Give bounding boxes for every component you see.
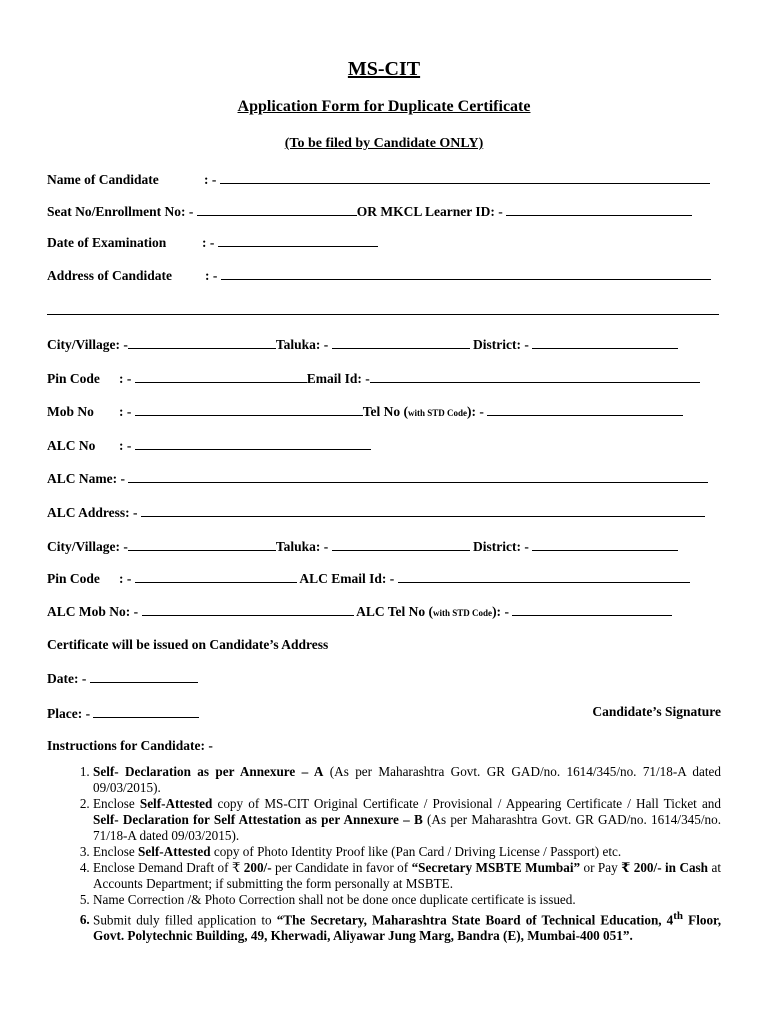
instruction-text: Self-Attested [139,796,213,811]
instruction-text: “Secretary MSBTE Mumbai” [411,860,581,875]
dash: - [389,571,395,586]
instruction-item [93,796,721,844]
alc-district-field[interactable] [532,538,678,551]
city-village-label: City/Village: [47,539,120,554]
row-pin-email [47,370,700,387]
row-place [47,705,199,722]
dash: - [524,539,529,554]
separator: : - [119,571,132,586]
row-alc-address [47,504,705,521]
dash: - [498,204,503,219]
pin-code-label: Pin Code [47,371,100,386]
instruction-text: th [673,910,684,922]
seat-no-label: Seat No/Enrollment No: [47,204,186,219]
district-label: District: [473,539,521,554]
instruction-text: Submit duly filled application to [93,912,277,928]
instructions-list [47,764,721,944]
alc-name-label: ALC Name: [47,471,118,486]
row-candidate-city [47,336,678,353]
alc-mob-no-label: ALC Mob No: [47,604,131,619]
alc-taluka-field[interactable] [332,538,470,551]
dash: - [504,604,509,619]
taluka-label: Taluka: [275,539,321,554]
separator: : - [202,235,215,250]
address-field-line-2[interactable] [47,302,719,315]
alc-name-field[interactable] [128,470,708,483]
date-of-examination-label: Date of Examination [47,235,167,250]
instruction-item [93,892,721,908]
instruction-text: (As per Maharashtra Govt. GR GAD/no. 1614/345/no. 71/18-A dated 09/03/2015). [93,812,721,843]
instruction-text: Enclose [93,796,140,811]
address-field[interactable] [221,267,711,280]
instruction-item [93,764,721,796]
instruction-text: Self- Declaration as per Annexure – A [93,764,324,779]
instruction-text: at Accounts Department; if submitting the form personally at MSBTE. [93,860,721,891]
row-alc-city [47,538,678,555]
instruction-item [93,860,721,892]
instructions-heading: Instructions for Candidate: - [47,738,213,753]
dash: - [524,337,529,352]
instruction-text: Enclose Demand Draft of ₹ [93,860,244,875]
separator: : - [119,371,132,386]
dash: - [123,539,128,554]
alc-mob-no-field[interactable] [142,603,354,616]
row-seat-no [47,203,692,220]
dash: - [323,539,329,554]
name-of-candidate-field[interactable] [220,171,710,184]
name-of-candidate-label: Name of Candidate [47,172,159,187]
email-id-field[interactable] [370,370,700,383]
alc-address-field[interactable] [141,504,705,517]
place-field[interactable] [93,705,199,718]
mkcl-learner-id-label: OR MKCL Learner ID: [356,204,495,219]
alc-email-id-field[interactable] [398,570,690,583]
seat-no-field[interactable] [197,203,357,216]
separator: : - [205,268,218,283]
instruction-item [93,844,721,860]
address-label: Address of Candidate [47,268,173,283]
separator: : - [119,438,132,453]
separator: : - [119,404,132,419]
instruction-text: Self-Attested [138,844,211,859]
row-mob-tel: Mob No : - Tel No (with STD Code): - [47,403,683,420]
city-village-field[interactable] [128,336,276,349]
alc-tel-no-label: ALC Tel No [356,604,426,619]
pin-code-label: Pin Code [47,571,100,586]
date-of-examination-field[interactable] [218,234,378,247]
row-alc-mob-tel: ALC Mob No: - ALC Tel No (with STD Code): - [47,603,672,620]
instruction-text: Name Correction /& Photo Correction shall not be done once duplicate certificate is issued. [93,892,576,907]
mob-no-field[interactable] [135,403,363,416]
pin-code-field[interactable] [135,370,307,383]
date-label: Date: [47,671,79,686]
instruction-text: (As per Maharashtra Govt. GR GAD/no. 1614/345/no. 71/18-A dated 09/03/2015). [93,764,721,795]
alc-no-label: ALC No [47,438,96,453]
taluka-field[interactable] [332,336,470,349]
instruction-text: Enclose [93,844,139,859]
form-title: MS-CIT [347,58,421,80]
alc-address-label: ALC Address: [47,505,130,520]
instruction-text: ₹ 200/- in Cash [621,860,709,875]
row-date-of-examination [47,234,378,251]
dash: - [479,404,484,419]
row-alc-no [47,437,371,454]
email-id-label: Email Id: [306,371,362,386]
dash: - [123,337,128,352]
dash: - [323,337,329,352]
place-label: Place: [47,706,83,721]
dash: - [81,671,87,686]
taluka-label: Taluka: [275,337,321,352]
dash: - [120,471,125,486]
dash: - [188,204,194,219]
instruction-text: per Candidate in favor of [271,860,412,875]
candidate-signature-label: Candidate’s Signature [592,704,721,719]
dash: - [133,505,138,520]
instruction-item [93,908,721,944]
row-address [47,267,711,284]
separator: : - [204,172,217,187]
instruction-text: copy of Photo Identity Proof like (Pan Card / Driving License / Passport) etc. [210,844,622,859]
dash: - [85,706,91,721]
row-alc-name [47,470,708,487]
district-label: District: [473,337,521,352]
alc-no-field[interactable] [135,437,371,450]
instruction-text: copy of MS-CIT Original Certificate / Provisional / Appearing Certificate / Hall Ticket and [212,796,721,811]
tel-no-field[interactable] [487,403,683,416]
row-address-line-2 [47,302,719,319]
district-field[interactable] [532,336,678,349]
alc-tel-no-field[interactable] [512,603,672,616]
instruction-text: Self- Declaration for Self Attestation as per Annexure – B [93,812,423,827]
city-village-label: City/Village: [47,337,120,352]
with-std-code: with STD Code [408,408,468,418]
mob-no-label: Mob No [47,404,94,419]
instruction-text: Floor, Govt. Polytechnic Building, 49, Kherwadi, Aliyawar Jung Marg, Bandra (E), Mumbai-400 051” [93,912,721,944]
alc-city-village-field[interactable] [128,538,276,551]
alc-email-id-label: ALC Email Id: [299,571,387,586]
alc-pin-code-field[interactable] [135,570,297,583]
instruction-text: . [629,928,633,944]
mkcl-learner-id-field[interactable] [506,203,692,216]
row-alc-pin-email [47,570,690,587]
dash: - [133,604,139,619]
instruction-text: or Pay [580,860,622,875]
form-subtitle: Application Form for Duplicate Certificate [237,98,531,115]
tel-no-label: Tel No [362,404,401,419]
instruction-text: “The Secretary, Maharashtra State Board of Technical Education, 4 [276,912,674,928]
row-date [47,670,198,687]
certificate-address-note: Certificate will be issued on Candidate’s Address [47,637,329,652]
with-std-code: with STD Code [433,608,493,618]
form-note: (To be filed by Candidate ONLY) [284,136,484,151]
date-field[interactable] [90,670,198,683]
row-name-of-candidate [47,171,710,188]
dash: - [365,371,370,386]
instruction-text: 200/- [243,860,272,875]
